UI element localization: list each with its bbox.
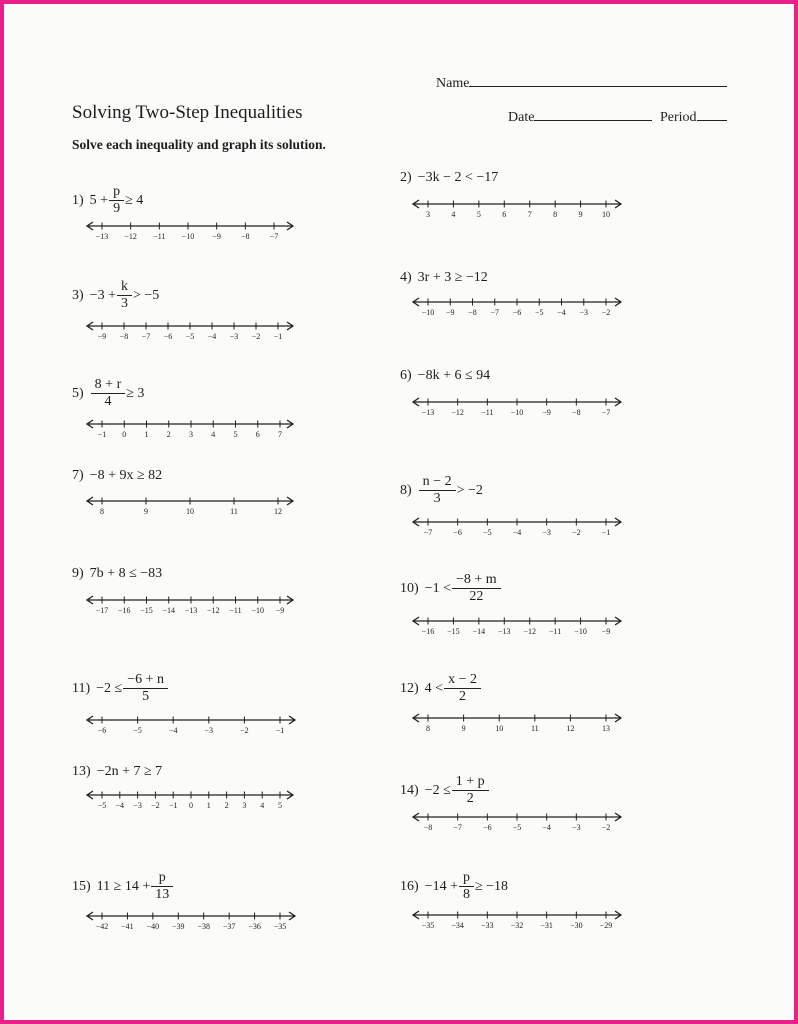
tick-label: −15: [447, 627, 460, 636]
inequality-text: 7b + 8 ≤ −83: [89, 566, 163, 581]
fraction-numerator: p: [462, 870, 470, 885]
inequality-prefix: −14 +: [424, 878, 458, 894]
tick-label: 11: [230, 507, 238, 516]
inequality-text: −8k + 6 ≤ 94: [417, 368, 491, 383]
number-line[interactable]: [84, 220, 296, 242]
tick-label: 5: [233, 430, 238, 439]
tick-label: −5: [185, 332, 195, 341]
tick-label: −16: [421, 627, 435, 636]
tick-label: −35: [273, 922, 287, 931]
tick-label: −10: [574, 627, 587, 636]
fraction: [119, 279, 130, 312]
tick-label: −2: [601, 823, 611, 832]
inequality-suffix: ≥ −18: [474, 878, 509, 894]
problem-number: 15): [72, 878, 91, 894]
problem-5: [72, 377, 144, 410]
date-line[interactable]: [534, 106, 652, 121]
number-line[interactable]: [410, 516, 624, 538]
tick-label: −16: [117, 606, 131, 615]
tick-label: −9: [97, 332, 107, 341]
tick-label: −3: [204, 726, 214, 735]
number-line[interactable]: [84, 789, 296, 811]
name-field[interactable]: [436, 72, 727, 92]
tick-label: −6: [97, 726, 107, 735]
tick-label: −6: [512, 308, 522, 317]
number-line[interactable]: [84, 495, 296, 517]
problem-number: 13): [72, 764, 91, 779]
tick-label: −7: [141, 332, 151, 341]
tick-label: 12: [274, 507, 282, 516]
tick-label: −1: [97, 430, 107, 439]
fraction-numerator: 8 + r: [94, 377, 122, 392]
fraction-numerator: 1 + p: [455, 774, 485, 789]
tick-label: −11: [229, 606, 242, 615]
tick-label: −4: [207, 332, 217, 341]
tick-label: −7: [490, 308, 500, 317]
tick-label: −2: [251, 332, 261, 341]
fraction: [461, 870, 472, 903]
tick-label: −8: [423, 823, 433, 832]
tick-label: −2: [151, 801, 160, 810]
fraction-denominator: 5: [123, 688, 168, 705]
period-line[interactable]: [697, 106, 727, 121]
fraction: [93, 377, 124, 410]
number-line[interactable]: [410, 712, 624, 734]
fraction-numerator: x − 2: [448, 672, 477, 687]
fraction: [446, 672, 479, 705]
tick-label: −9: [601, 627, 611, 636]
tick-label: −9: [445, 308, 455, 317]
tick-label: −7: [601, 408, 611, 417]
tick-label: 2: [224, 801, 229, 810]
tick-label: 0: [189, 801, 193, 810]
inequality-suffix: ≥ 3: [126, 385, 145, 401]
tick-label: 3: [242, 801, 247, 810]
tick-label: −5: [512, 823, 522, 832]
tick-label: 3: [426, 210, 430, 219]
problem-number: 10): [400, 580, 419, 596]
tick-label: −5: [483, 528, 492, 537]
inequality-suffix: ≥ 4: [125, 192, 144, 208]
tick-label: −6: [163, 332, 173, 341]
tick-label: −40: [146, 922, 160, 931]
problem-4: [400, 270, 488, 286]
tick-label: −11: [549, 627, 562, 636]
tick-label: −13: [95, 232, 109, 241]
inequality-prefix: 11 ≥ 14 +: [96, 878, 151, 894]
fraction: [153, 870, 171, 903]
fraction-denominator: 9: [109, 200, 124, 217]
problem-number: 5): [72, 385, 84, 401]
problem-8: [400, 474, 483, 507]
tick-label: −8: [119, 332, 129, 341]
fraction-numerator: −6 + n: [127, 672, 165, 687]
problem-number: 2): [400, 170, 412, 185]
number-line[interactable]: [410, 198, 624, 220]
fraction-denominator: 3: [419, 490, 456, 507]
inequality-text: −8 + 9x ≥ 82: [89, 468, 163, 483]
tick-label: 1: [144, 430, 149, 439]
tick-label: −9: [542, 408, 551, 417]
tick-label: −5: [97, 801, 107, 810]
problem-number: 14): [400, 782, 419, 798]
tick-label: −4: [557, 308, 566, 317]
tick-label: −3: [133, 801, 142, 810]
tick-label: 6: [502, 210, 507, 219]
problem-1: [72, 184, 143, 217]
tick-label: −34: [451, 921, 464, 930]
tick-label: 9: [144, 507, 148, 516]
fraction-denominator: 8: [459, 886, 474, 903]
fraction-denominator: 13: [151, 886, 173, 903]
problem-number: 3): [72, 287, 84, 303]
tick-label: −4: [115, 801, 125, 810]
inequality-suffix: > −2: [456, 482, 483, 498]
period-field[interactable]: [660, 106, 727, 126]
tick-label: −17: [95, 606, 109, 615]
problem-11: [72, 672, 169, 705]
tick-label: −33: [481, 921, 494, 930]
tick-label: −35: [421, 921, 435, 930]
tick-label: −13: [184, 606, 198, 615]
problem-7: [72, 468, 162, 484]
tick-label: −12: [124, 232, 137, 241]
tick-label: 3: [189, 430, 193, 439]
tick-label: −36: [248, 922, 261, 931]
tick-label: −10: [421, 308, 435, 317]
problem-number: 4): [400, 270, 412, 285]
tick-label: −9: [212, 232, 221, 241]
problem-number: 12): [400, 680, 419, 696]
tick-label: −8: [241, 232, 250, 241]
inequality-prefix: 4 <: [424, 680, 444, 696]
problem-number: 11): [72, 680, 91, 696]
tick-label: −4: [542, 823, 551, 832]
number-line[interactable]: [410, 615, 624, 637]
tick-label: −30: [570, 921, 583, 930]
tick-label: −3: [229, 332, 239, 341]
tick-label: 6: [255, 430, 260, 439]
tick-label: −15: [140, 606, 153, 615]
tick-label: 9: [578, 210, 583, 219]
tick-label: −12: [451, 408, 464, 417]
tick-label: 11: [530, 724, 539, 733]
tick-label: 2: [166, 430, 171, 439]
number-line[interactable]: [410, 296, 624, 318]
problem-3: [72, 279, 159, 312]
inequality-prefix: −2 ≤: [96, 680, 123, 696]
problem-number: 6): [400, 368, 412, 383]
problem-number: 8): [400, 482, 412, 498]
tick-label: −5: [133, 726, 142, 735]
worksheet-title: Solving Two-Step Inequalities: [72, 102, 303, 123]
tick-label: 8: [553, 210, 558, 219]
inequality-suffix: > −5: [132, 287, 160, 303]
period-label: Period: [660, 110, 697, 125]
problem-16: [400, 870, 508, 903]
problem-10: [400, 572, 502, 605]
fraction-numerator: p: [113, 184, 121, 199]
tick-label: −11: [153, 232, 166, 241]
date-label: Date: [508, 110, 535, 125]
tick-label: −8: [468, 308, 477, 317]
tick-label: −12: [206, 606, 220, 615]
tick-label: −7: [423, 528, 433, 537]
tick-label: −1: [601, 528, 611, 537]
instructions: Solve each inequality and graph its solution.: [72, 137, 326, 152]
problem-14: [400, 774, 490, 807]
fraction-numerator: p: [158, 870, 166, 885]
fraction-denominator: 2: [444, 688, 481, 705]
tick-label: 7: [527, 210, 532, 219]
tick-label: −38: [197, 922, 210, 931]
tick-label: −2: [240, 726, 249, 735]
problem-6: [400, 368, 490, 384]
inequality-prefix: −3 +: [89, 287, 116, 303]
fraction-denominator: 22: [452, 588, 501, 605]
fraction-denominator: 2: [452, 790, 489, 807]
tick-label: −6: [453, 528, 462, 537]
number-line[interactable]: [410, 396, 624, 418]
inequality-text: 3r + 3 ≥ −12: [417, 270, 488, 285]
tick-label: −2: [601, 308, 611, 317]
tick-label: −1: [273, 332, 283, 341]
fraction: [454, 774, 487, 807]
fraction-numerator: n − 2: [422, 474, 452, 489]
tick-label: 1: [206, 801, 211, 810]
number-line[interactable]: [84, 714, 298, 736]
tick-label: −37: [222, 922, 236, 931]
tick-label: 10: [602, 210, 610, 219]
tick-label: −1: [275, 726, 285, 735]
name-line[interactable]: [469, 72, 727, 87]
tick-label: −3: [572, 823, 581, 832]
name-label: Name: [436, 76, 470, 91]
problem-number: 16): [400, 878, 419, 894]
number-line[interactable]: [84, 418, 296, 440]
tick-label: 5: [278, 801, 282, 810]
problem-13: [72, 764, 162, 780]
tick-label: 9: [461, 724, 466, 733]
tick-label: 8: [100, 507, 104, 516]
tick-label: 10: [186, 507, 194, 516]
fraction-numerator: k: [120, 279, 128, 294]
tick-label: 8: [426, 724, 430, 733]
problem-2: [400, 170, 498, 186]
fraction-denominator: 4: [91, 393, 126, 410]
inequality-prefix: −1 <: [424, 580, 451, 596]
tick-label: −7: [453, 823, 462, 832]
tick-label: −3: [579, 308, 589, 317]
inequality-prefix: 5 +: [89, 192, 109, 208]
tick-label: −6: [483, 823, 492, 832]
problem-number: 1): [72, 192, 84, 208]
inequality-prefix: −2 ≤: [424, 782, 451, 798]
problem-12: [400, 672, 482, 705]
tick-label: −14: [162, 606, 176, 615]
tick-label: −2: [572, 528, 581, 537]
problem-number: 7): [72, 468, 84, 483]
tick-label: −1: [168, 801, 178, 810]
tick-label: 4: [451, 210, 456, 219]
tick-label: −13: [498, 627, 511, 636]
tick-label: −13: [421, 408, 435, 417]
date-field[interactable]: [508, 106, 652, 126]
tick-label: 5: [476, 210, 481, 219]
tick-label: 0: [122, 430, 127, 439]
tick-label: −10: [510, 408, 524, 417]
tick-label: 7: [278, 430, 282, 439]
tick-label: −41: [121, 922, 134, 931]
inequality-text: −2n + 7 ≥ 7: [96, 764, 163, 779]
tick-label: −5: [534, 308, 544, 317]
fraction: [111, 184, 122, 217]
tick-label: 4: [260, 801, 265, 810]
tick-label: −10: [251, 606, 265, 615]
number-line[interactable]: [84, 594, 296, 616]
number-line[interactable]: [84, 320, 296, 342]
fraction: [125, 672, 166, 705]
tick-label: −3: [542, 528, 551, 537]
tick-label: −42: [95, 922, 109, 931]
tick-label: −31: [540, 921, 553, 930]
number-line[interactable]: [410, 909, 624, 931]
tick-label: −32: [510, 921, 524, 930]
tick-label: −29: [599, 921, 613, 930]
tick-label: 13: [602, 724, 610, 733]
tick-label: −7: [269, 232, 279, 241]
number-line[interactable]: [84, 910, 298, 932]
tick-label: −10: [181, 232, 195, 241]
tick-label: −12: [523, 627, 536, 636]
tick-label: −39: [172, 922, 185, 931]
tick-label: −11: [481, 408, 494, 417]
fraction: [421, 474, 454, 507]
fraction-denominator: 3: [117, 295, 132, 312]
tick-label: −9: [275, 606, 285, 615]
tick-label: −4: [168, 726, 178, 735]
tick-label: −8: [572, 408, 581, 417]
fraction: [454, 572, 499, 605]
number-line[interactable]: [410, 811, 624, 833]
problem-number: 9): [72, 566, 84, 581]
tick-label: −4: [512, 528, 522, 537]
tick-label: −14: [472, 627, 486, 636]
problem-15: [72, 870, 174, 903]
fraction-numerator: −8 + m: [455, 572, 497, 587]
tick-label: 4: [211, 430, 216, 439]
problem-9: [72, 566, 162, 582]
tick-label: 12: [566, 724, 575, 733]
inequality-text: −3k − 2 < −17: [417, 170, 499, 185]
tick-label: 10: [495, 724, 504, 733]
